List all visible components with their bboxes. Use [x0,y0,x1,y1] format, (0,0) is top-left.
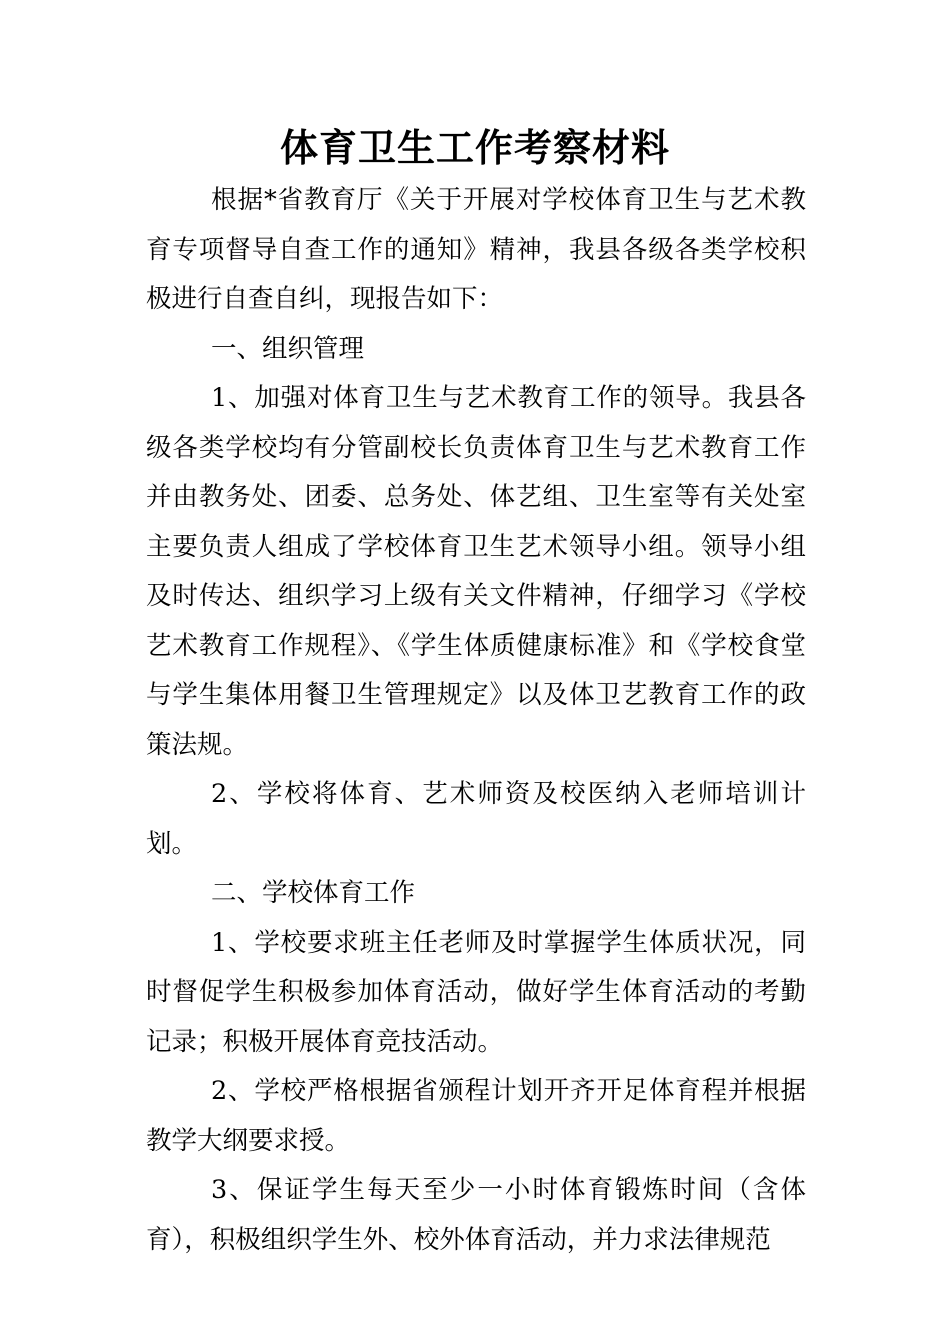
paragraph-item-2-training: 2、学校将体育、艺术师资及校医纳入老师培训计划。 [146,779,806,859]
document-title: 体育卫生工作考察材料 [279,126,670,170]
paragraph-pe-item-2: 2、学校严格根据省颁程计划开齐开足体育程并根据教学大纲要求授。 [146,1076,806,1156]
section-heading-organization: 一、组织管理 [211,333,365,364]
document-body [146,176,806,1265]
paragraph-pe-item-3: 3、保证学生每天至少一小时体育锻炼时间（含体育），积极组织学生外、校外体育活动，并力求法律规范 [146,1175,806,1255]
paragraph-pe-item-1: 1、学校要求班主任老师及时掌握学生体质状况，同时督促学生积极参加体育活动，做好学生体育活动的考勤记录；积极开展体育竞技活动。 [146,927,806,1057]
paragraph-intro: 根据*省教育厅《关于开展对学校体育卫生与艺术教育专项督导自查工作的通知》精神，我县各级各类学校积极进行自查自纠，现报告如下： [146,185,806,314]
section-heading-pe-work: 二、学校体育工作 [211,878,416,908]
paragraph-item-1-leadership: 1、加强对体育卫生与艺术教育工作的领导。我县各级各类学校均有分管副校长负责体育卫生与艺术教育工作并由教务处、团委、总务处、体艺组、卫生室等有关处室主要负责人组成了学校体育卫生艺术领导小组。领导小组及时传达、组织学习上级有关文件精神，仔细学习《学校艺术教育工作规程》、《学生体质健康标准》和《学校食堂与学生集体用餐卫生管理规定》以及体卫艺教育工作的政策法规。 [146,383,806,760]
